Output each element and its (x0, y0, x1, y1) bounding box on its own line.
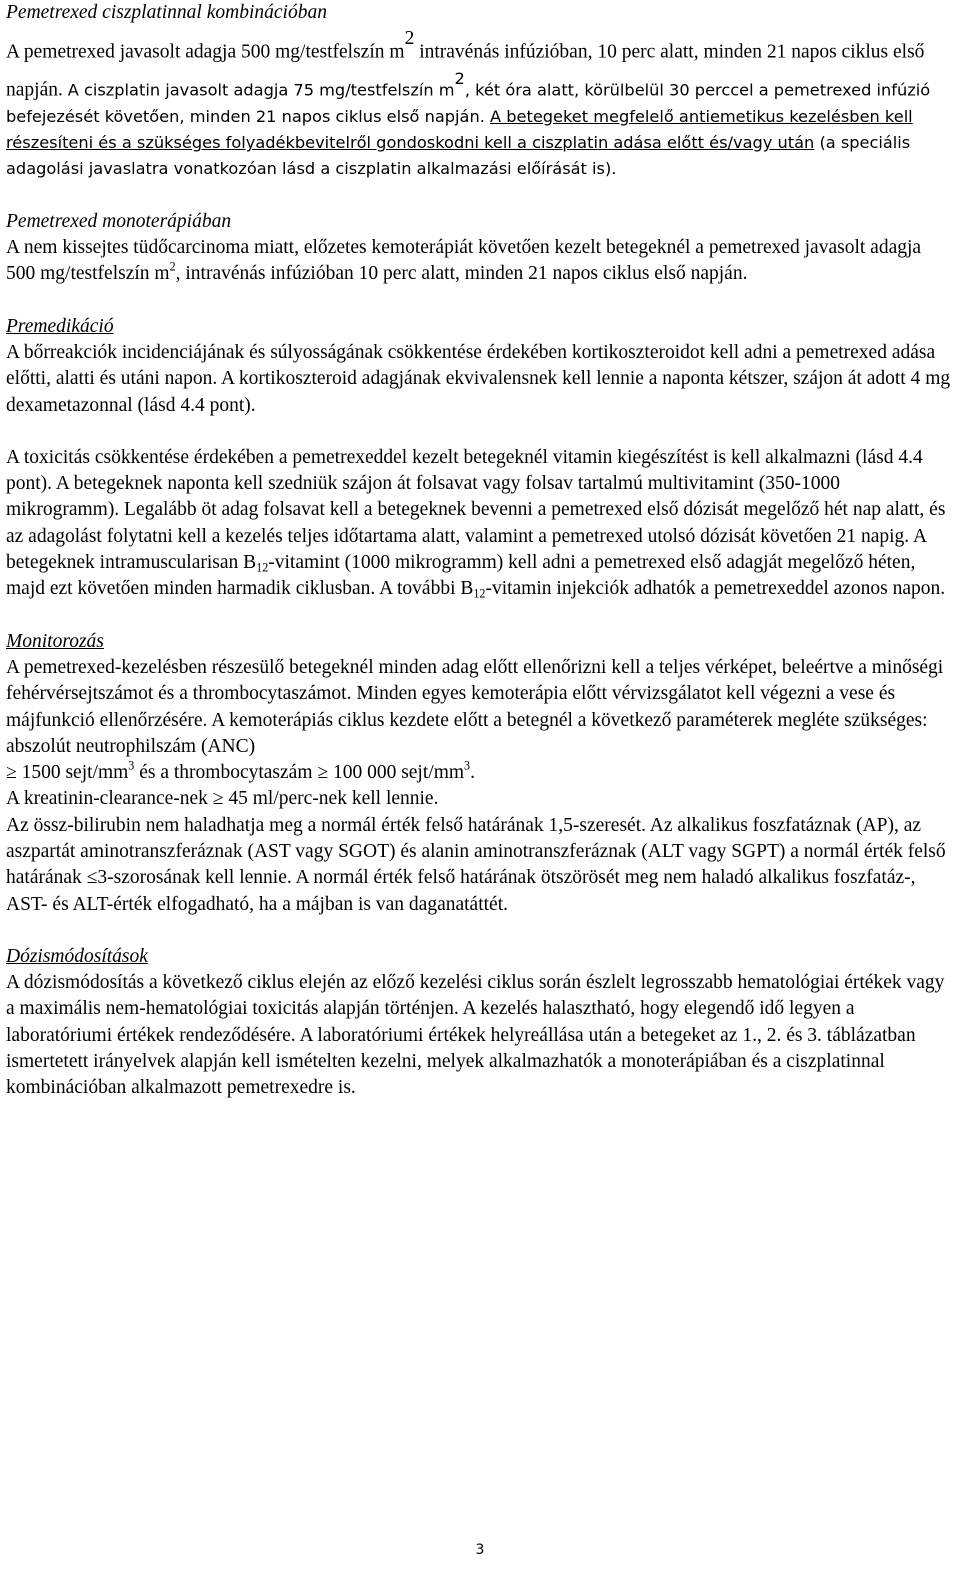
section-heading-premedication: Premedikáció (6, 315, 114, 337)
section-heading-monotherapy: Pemetrexed monoterápiában (6, 210, 232, 232)
paragraph-premedication-vitamin (6, 445, 954, 603)
superscript: 2 (454, 69, 465, 89)
text: (a speciális adagolási javaslatra vonatkozóan lásd a ciszplatin alkalmazási előírását is). (6, 133, 911, 179)
superscript: 3 (128, 758, 135, 773)
paragraph-cisplatin-dosing (6, 26, 954, 182)
text: A nem kissejtes tüdőcarcinoma miatt, előzetes kemoterápiát követően kezelt betegeknél a pemetrexed javasolt adagja 500 mg/testfelszín m (6, 237, 922, 285)
underlined-text: A betegeket megfelelő antiemetikus kezelésben kell részesíteni és a szükséges folyadékbevitelről gondoskodni kell a ciszplatin adása előtt és/vagy után (6, 106, 913, 153)
text: intravénás infúzióban, 10 perc alatt, minden 21 napos ciklus első napján. (6, 41, 925, 101)
page-number: 3 (475, 1542, 485, 1558)
text: . (470, 762, 475, 784)
paragraph-monitoring-thresholds (6, 760, 954, 786)
text: -vitamin injekciók adhatók a pemetrexeddel azonos napon. (485, 578, 946, 600)
subscript: 12 (256, 560, 269, 575)
section-heading-cisplatin: Pemetrexed ciszplatinnal kombinációban (6, 2, 327, 23)
paragraph-monitoring-liver: Az össz-bilirubin nem haladhatja meg a normál érték felső határának 1,5-szeresét. Az alkalikus foszfatáznak (AP), az aszpartát aminotranszferáznak (AST vagy SGOT) és alanin aminotranszferáznak (ALT vagy SGPT) a normál érték felső határának ≤3-szorosának kell lennie. A normál érték felső határának ötszörösét meg nem haladó alkalikus foszfatáz-, AST- és ALT-érték elfogadható, ha a májban is van daganatáttét. (6, 814, 946, 915)
text: -vitamint (1000 mikrogramm) kell adni a pemetrexed első adagját megelőző héten, majd ezt követően minden harmadik ciklusban. A további B (6, 552, 916, 600)
superscript: 3 (464, 758, 471, 773)
section-heading-monitoring: Monitorozás (6, 630, 104, 652)
document-page (6, 0, 954, 1102)
paragraph-dose-adjustment: A dózismódosítás a következő ciklus elején az előző kezelési ciklus során észlelt legrosszabb hematológiai értékek vagy a maximális nem-hematológiai toxicitás alapján történjen. A kezelés halasztható, hogy elegendő idő legyen a laboratóriumi értékek rendeződésére. A laboratóriumi értékek helyreállása után a betegeket az 1., 2. és 3. táblázatban ismertetett irányelvek alapján kell ismételten kezelni, melyek alkalmazhatók a monoterápiában és a ciszplatinnal kombinációban alkalmazott pemetrexedre is. (6, 972, 945, 1099)
text: A toxicitás csökkentése érdekében a pemetrexeddel kezelt betegeknél vitamin kiegészítést is kell alkalmazni (lásd 4.4 pont). A betegeknek naponta kell szedniük szájon át folsavat vagy folsav tartalmú multivitamint (350-1000 mikrogramm). Legalább öt adag folsavat kell a betegeknek bevenni a pemetrexed első dózisát megelőző hét nap alatt, és az adagolást folytatni kell a kezelés teljes időtartama alatt, valamint a pemetrexed utolsó dózisát követően 21 napig. A betegeknek intramuscularisan B (6, 446, 946, 574)
text: , két óra alatt, körülbelül 30 perccel a pemetrexed infúzió befejezését követően, minden 21 napos ciklus első napján. (6, 80, 931, 126)
text: ≥ 1500 sejt/mm (6, 762, 129, 784)
text: A pemetrexed javasolt adagja 500 mg/testfelszín m (6, 41, 405, 63)
paragraph-monitoring-bloodcount: A pemetrexed-kezelésben részesülő betegeknél minden adag előtt ellenőrizni kell a teljes vérképet, beleértve a minőségi fehérvérsejtszámot és a thrombocytaszámot. Minden egyes kemoterápia előtt vérvizsgálatot kell végezni a vese és májfunkció ellenőrzésére. A kemoterápiás ciklus kezdete előtt a betegnél a következő paraméterek megléte szükséges: abszolút neutrophilszám (ANC) (6, 656, 944, 757)
superscript: 2 (404, 28, 415, 50)
paragraph-monotherapy (6, 235, 954, 288)
section-heading-dose-adjustment: Dózismódosítások (6, 945, 148, 967)
text: , intravénás infúzióban 10 perc alatt, minden 21 napos ciklus első napján. (175, 263, 748, 285)
paragraph-monitoring-creatinine: A kreatinin-clearance-nek ≥ 45 ml/perc-nek kell lennie. (6, 788, 439, 810)
superscript: 2 (169, 259, 176, 274)
subscript: 12 (473, 586, 486, 601)
text: és a thrombocytaszám ≥ 100 000 sejt/mm (134, 762, 465, 784)
paragraph-premedication-steroid: A bőrreakciók incidenciájának és súlyosságának csökkentése érdekében kortikoszteroidot kell adni a pemetrexed adása előtti, alatti és utáni napon. A kortikoszteroid adagjának ekvivalensnek kell lennie a naponta kétszer, szájon át adott 4 mg dexametazonnal (lásd 4.4 pont). (6, 341, 951, 416)
text: A ciszplatin javasolt adagja 75 mg/testfelszín m (67, 80, 455, 100)
